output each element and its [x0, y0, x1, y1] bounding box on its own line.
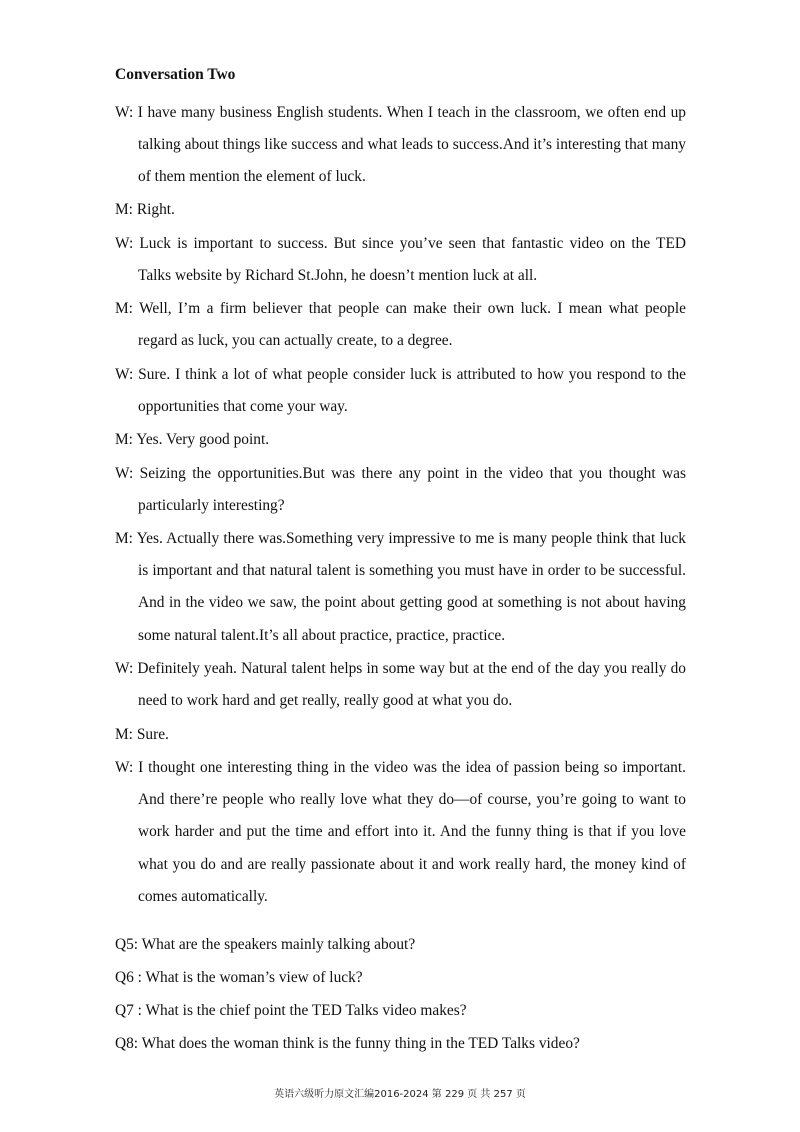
dialogue-turn [115, 523, 686, 652]
speaker-label: W: [115, 235, 134, 252]
page-footer: 英语六级听力原文汇编2016-2024 第 229 页 共 257 页 [274, 1089, 526, 1100]
conversation-title: Conversation Two [115, 66, 236, 83]
speaker-label: W: [115, 660, 134, 677]
dialogue-turn [115, 424, 686, 456]
dialogue-turn [115, 97, 686, 194]
speaker-label: M: [115, 726, 133, 743]
speaker-label: M: [115, 300, 133, 317]
turn-text: I have many business English students. When I teach in the classroom, we often end up talking about things like success and what leads to success.And it’s interesting that many of them mention the element of luck. [137, 104, 686, 186]
question-q8: Q8: What does the woman think is the funny thing in the TED Talks video? [115, 1035, 580, 1052]
dialogue-turn [115, 228, 686, 292]
dialogue-turn [115, 293, 686, 357]
question-q7: Q7 : What is the chief point the TED Talks video makes? [115, 1002, 467, 1019]
speaker-label: W: [115, 104, 134, 121]
speaker-label: W: [115, 465, 134, 482]
turn-text: Sure. I think a lot of what people consider luck is attributed to how you respond to the opportunities that come your way. [138, 366, 686, 416]
dialogue-turn [115, 359, 686, 423]
dialogue-turn [115, 752, 686, 913]
speaker-label: M: [115, 201, 133, 218]
turn-text: Well, I’m a firm believer that people can make their own luck. I mean what people regard as luck, you can actually create, to a degree. [138, 300, 686, 350]
speaker-label: M: [115, 530, 133, 547]
turn-text: Definitely yeah. Natural talent helps in some way but at the end of the day you really do need to work hard and get really, really good at what you do. [137, 660, 686, 710]
dialogue-turn [115, 719, 686, 751]
turn-text: Sure. [136, 726, 169, 743]
dialogue-turn [115, 194, 686, 226]
dialogue-turn [115, 653, 686, 717]
turn-text: Yes. Very good point. [136, 431, 270, 448]
dialogue-turn [115, 458, 686, 522]
speaker-label: M: [115, 431, 133, 448]
turn-text: Right. [136, 201, 175, 218]
turn-text: I thought one interesting thing in the video was the idea of passion being so important. And there’re people who really love what they do—of course, you’re going to want to work harder and put the time and effort into it. And the funny thing is that if you love what you do and are really passionate about it and work really hard, the money kind of comes automatically. [138, 759, 686, 905]
question-q5: Q5: What are the speakers mainly talking about? [115, 936, 416, 953]
question-q6: Q6 : What is the woman’s view of luck? [115, 969, 363, 986]
turn-text: Seizing the opportunities.But was there any point in the video that you thought was particularly interesting? [138, 465, 686, 515]
speaker-label: W: [115, 366, 134, 383]
speaker-label: W: [115, 759, 134, 776]
turn-text: Luck is important to success. But since you’ve seen that fantastic video on the TED Talks website by Richard St.John, he doesn’t mention luck at all. [138, 235, 686, 285]
turn-text: Yes. Actually there was.Something very impressive to me is many people think that luck is important and that natural talent is something you must have in order to be successful. And in the video we saw, the point about getting good at something is not about having some natural talent.It’s all about practice, practice, practice. [136, 530, 686, 644]
